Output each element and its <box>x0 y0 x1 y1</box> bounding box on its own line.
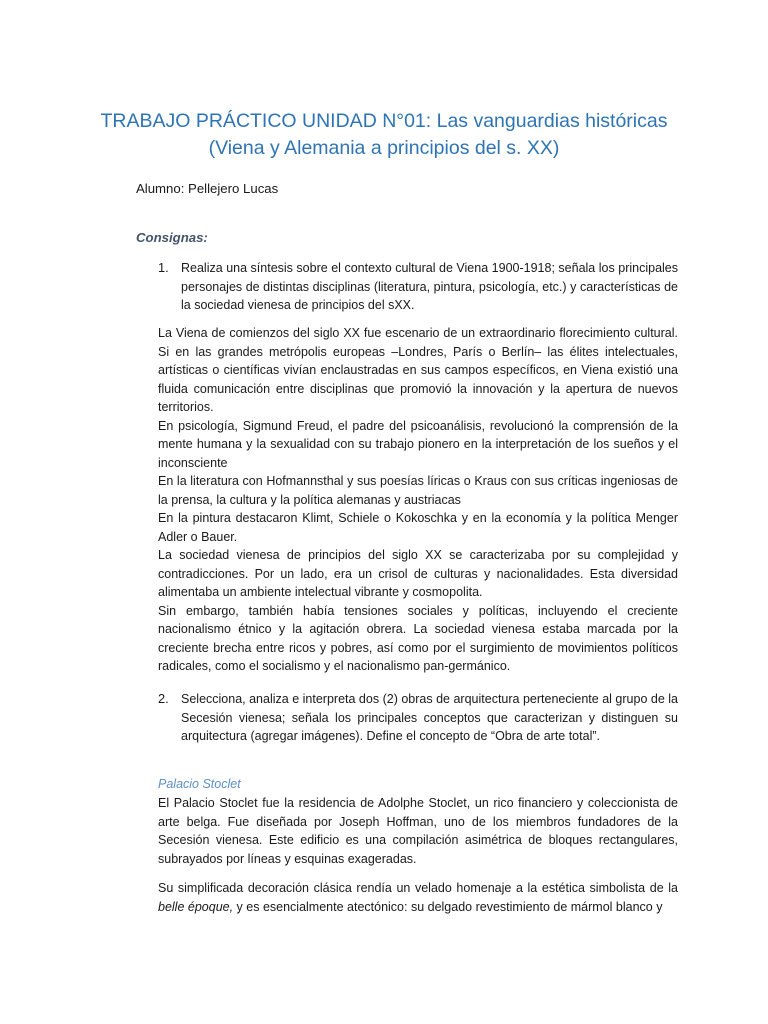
stoclet-text-italic: belle époque, <box>158 899 234 914</box>
document-title-line-2: (Viena y Alemania a principios del s. XX) <box>208 137 560 159</box>
question-2-number: 2. <box>158 691 169 706</box>
answer-1-paragraph: La Viena de comienzos del siglo XX fue escenario de un extraordinario florecimiento cultural. Si en las grandes metrópolis europeas –Londres, París o Berlín– las élites intelectuales, artísticas o científicas vivían enclaustradas en sus campos específicos, en Viena existió una fluida comunicación entre disciplinas que promovió la innovación y la apertura de nuevos territorios. <box>158 326 678 414</box>
stoclet-text-end: y es esencialmente atectónico: su delgado revestimiento de mármol blanco y <box>233 899 663 914</box>
stoclet-text-start: Su simplificada decoración clásica rendía un velado homenaje a la estética simbolista de la <box>158 881 678 895</box>
answer-1-paragraph: Sin embargo, también había tensiones sociales y políticas, incluyendo el creciente nacionalismo étnico y la agitación obrera. La sociedad vienesa estaba marcada por la creciente brecha entre ricos y pobres, así como por el surgimiento de movimientos políticos radicales, como el socialismo y el nacionalismo pan-germánico. <box>158 603 678 673</box>
stoclet-paragraph: El Palacio Stoclet fue la residencia de Adolphe Stoclet, un rico financiero y coleccionista de arte belga. Fue diseñada por Joseph Hoffman, uno de los miembros fundadores de la Secesión vienesa. Este edificio es una compilación asimétrica de bloques rectangulares, subrayados por líneas y esquinas exageradas. <box>158 796 678 866</box>
stoclet-paragraph-2 <box>158 879 678 916</box>
answer-1 <box>158 324 678 676</box>
instructions-heading: Consignas: <box>136 230 208 245</box>
question-2-text: Selecciona, analiza e interpreta dos (2) obras de arquitectura perteneciente al grupo de la Secesión vienesa; señala los principales conceptos que caracterizan y distinguen su arquitectura (agregar imágenes). Define el concepto de “Obra de arte total”. <box>181 692 678 743</box>
answer-1-paragraph: La sociedad vienesa de principios del siglo XX se caracterizaba por su complejidad y contradicciones. Por un lado, era un crisol de culturas y nacionalidades. Esta diversidad alimentaba un ambiente intelectual vibrante y cosmopolita. <box>158 548 678 599</box>
document-title-line-1: TRABAJO PRÁCTICO UNIDAD N°01: Las vanguardias históricas <box>100 110 668 132</box>
answer-1-paragraph: En la pintura destacaron Klimt, Schiele o Kokoschka y en la economía y la política Menger Adler o Bauer. <box>158 511 678 544</box>
stoclet-section <box>158 794 678 868</box>
section-heading-palacio-stoclet: Palacio Stoclet <box>158 777 241 791</box>
student-name: Alumno: Pellejero Lucas <box>136 181 279 196</box>
question-1-number: 1. <box>158 260 169 275</box>
answer-1-paragraph: En psicología, Sigmund Freud, el padre del psicoanálisis, revolucionó la comprensión de la mente humana y la sexualidad con su trabajo pionero en la interpretación de los sueños y el inconsciente <box>158 418 678 470</box>
answer-1-paragraph: En la literatura con Hofmannsthal y sus poesías líricas o Kraus con sus críticas ingeniosas de la prensa, la cultura y la política alemanas y austriacas <box>158 474 678 507</box>
stoclet-section-continued <box>158 879 678 916</box>
question-1-text: Realiza una síntesis sobre el contexto cultural de Viena 1900-1918; señala los principales personajes de distintas disciplinas (literatura, pintura, psicología, etc.) y características de la sociedad vienesa de principios del sXX. <box>181 261 678 312</box>
